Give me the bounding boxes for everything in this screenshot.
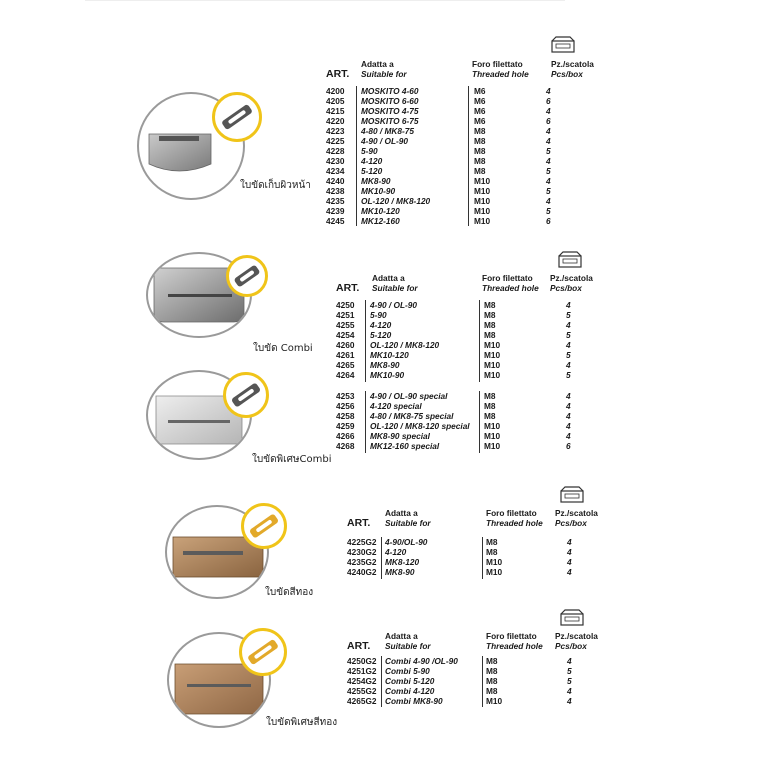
cell-hole: M6 [474,116,486,126]
cell-pcs: 4 [567,557,572,567]
cell-pcs: 4 [566,300,571,310]
cell-art: 4250 [336,300,355,310]
cell-hole: M10 [486,557,503,567]
cell-art: 4220 [326,116,345,126]
cell-art: 4235G2 [347,557,377,567]
cell-art: 4228 [326,146,345,156]
column-divider [479,300,480,382]
cell-hole: M8 [484,300,496,310]
cell-suit: MK10-90 [361,186,396,196]
gold-blade-insert-icon [242,631,284,673]
cell-pcs: 4 [566,421,571,431]
cell-pcs: 4 [546,86,551,96]
cell-pcs: 4 [567,547,572,557]
cell-pcs: 5 [546,206,551,216]
cell-hole: M8 [484,401,496,411]
cell-suit: MOSKITO 4-75 [361,106,419,116]
cell-suit: MK12-160 [361,216,400,226]
cell-art: 4245 [326,216,345,226]
section-caption: ใบขัดพิเศษCombi [252,454,332,465]
cell-hole: M8 [474,166,486,176]
cell-hole: M10 [484,370,501,380]
art-header: ART. [347,640,371,652]
column-divider [381,537,382,579]
column-divider [356,86,357,226]
adatta-label: Adatta a [385,508,418,518]
cell-hole: M8 [486,537,498,547]
cell-art: 4239 [326,206,345,216]
suitable-header [372,274,418,293]
cell-hole: M10 [474,186,491,196]
cell-hole: M8 [486,547,498,557]
cell-suit: Combi MK8-90 [385,696,443,706]
cell-hole: M10 [484,421,501,431]
cell-pcs: 5 [566,330,571,340]
cell-suit: 5-120 [361,166,383,176]
cell-suit: MK12-160 special [370,441,440,451]
pz-label: Pz./scatola [555,631,598,641]
cell-suit: MOSKITO 6-60 [361,96,419,106]
cell-art: 4251 [336,310,355,320]
gold-blade-insert-icon [244,506,284,546]
cell-pcs: 4 [546,126,551,136]
cell-suit: 5-120 [370,330,392,340]
cell-art: 4254 [336,330,355,340]
cell-suit: MK8-90 special [370,431,430,441]
cell-hole: M10 [484,431,501,441]
cell-pcs: 5 [567,666,572,676]
column-divider [479,391,480,453]
cell-suit: 5-90 [361,146,378,156]
cell-hole: M8 [484,320,496,330]
cell-suit: 4-120 [370,320,392,330]
cell-art: 4260 [336,340,355,350]
pz-label: Pz./scatola [555,508,598,518]
cell-suit: MK10-120 [361,206,400,216]
cell-art: 4225 [326,136,345,146]
threaded-header [486,509,543,528]
cell-art: 4266 [336,431,355,441]
cell-hole: M10 [484,360,501,370]
section-caption: ใบขัดสีทอง [265,587,314,598]
suitable-label: Suitable for [385,517,431,528]
foro-label: Foro filettato [486,631,537,641]
adatta-label: Adatta a [372,273,405,283]
cell-art: 4240 [326,176,345,186]
cell-hole: M10 [484,441,501,451]
threaded-label: Threaded hole [486,517,543,528]
cell-hole: M8 [484,310,496,320]
cell-hole: M10 [474,196,491,206]
box-icon [560,486,584,503]
cell-pcs: 5 [566,310,571,320]
box-icon [558,251,582,268]
cell-suit: Combi 4-120 [385,686,435,696]
cell-art: 4256 [336,401,355,411]
pcs-header [555,632,598,651]
section-caption: ใบขัดพิเศษสีทอง [266,717,338,728]
column-divider [468,86,469,226]
cell-suit: MK8-90 [385,567,415,577]
suitable-header [385,632,431,651]
cell-hole: M6 [474,96,486,106]
box-icon [560,609,584,626]
blade-insert-ring [241,503,287,549]
cell-art: 4230G2 [347,547,377,557]
cell-art: 4215 [326,106,345,116]
pz-label: Pz./scatola [550,273,593,283]
cell-hole: M10 [484,340,501,350]
cell-art: 4240G2 [347,567,377,577]
cell-art: 4255 [336,320,355,330]
threaded-header [482,274,539,293]
cell-pcs: 6 [546,96,551,106]
cell-suit: 4-90 / OL-90 special [370,391,448,401]
cell-art: 4251G2 [347,666,377,676]
cell-art: 4234 [326,166,345,176]
cell-pcs: 5 [566,350,571,360]
cell-hole: M10 [484,350,501,360]
top-divider [85,0,565,1]
section-caption: ใบขัด Combi [253,343,313,354]
cell-pcs: 4 [567,686,572,696]
cell-suit: 4-80 / MK8-75 [361,126,415,136]
blade-insert-ring [239,628,287,676]
cell-hole: M10 [474,216,491,226]
cell-suit: 4-90/OL-90 [385,537,428,547]
cell-pcs: 4 [566,431,571,441]
pcs-label: Pcs/box [555,517,587,528]
cell-suit: MK8-90 [361,176,391,186]
cell-pcs: 4 [566,411,571,421]
column-divider [482,537,483,579]
cell-suit: MK10-90 [370,370,405,380]
pcs-header [551,60,594,79]
foro-label: Foro filettato [472,59,523,69]
cell-hole: M10 [474,176,491,186]
threaded-header [472,60,529,79]
cell-pcs: 4 [567,537,572,547]
cell-art: 4265 [336,360,355,370]
cell-pcs: 5 [546,186,551,196]
cell-hole: M8 [474,136,486,146]
art-header: ART. [326,68,350,80]
cell-hole: M8 [486,666,498,676]
cell-suit: Combi 4-90 /OL-90 [385,656,458,666]
cell-art: 4223 [326,126,345,136]
cell-suit: Combi 5-90 [385,666,430,676]
pz-label: Pz./scatola [551,59,594,69]
threaded-header [486,632,543,651]
pcs-header [550,274,593,293]
cell-hole: M8 [484,391,496,401]
blade-insert-icon [226,375,266,415]
cell-art: 4264 [336,370,355,380]
suitable-label: Suitable for [372,282,418,293]
blade-insert-ring [212,92,262,142]
adatta-label: Adatta a [385,631,418,641]
cell-suit: Combi 5-120 [385,676,435,686]
column-divider [482,656,483,707]
cell-suit: MK8-120 [385,557,420,567]
cell-pcs: 4 [567,567,572,577]
cell-art: 4254G2 [347,676,377,686]
cell-pcs: 4 [567,696,572,706]
cell-pcs: 6 [566,441,571,451]
column-divider [365,300,366,382]
cell-suit: OL-120 / MK8-120 special [370,421,470,431]
cell-hole: M8 [474,156,486,166]
cell-hole: M10 [474,206,491,216]
cell-pcs: 6 [546,116,551,126]
cell-hole: M6 [474,106,486,116]
pcs-label: Pcs/box [550,282,582,293]
cell-art: 4250G2 [347,656,377,666]
cell-pcs: 4 [566,391,571,401]
adatta-label: Adatta a [361,59,394,69]
foro-label: Foro filettato [482,273,533,283]
cell-pcs: 5 [567,676,572,686]
pcs-label: Pcs/box [555,640,587,651]
blade-insert-ring [223,372,269,418]
pcs-label: Pcs/box [551,68,583,79]
cell-art: 4230 [326,156,345,166]
cell-suit: 4-120 [385,547,407,557]
cell-art: 4205 [326,96,345,106]
cell-suit: 5-90 [370,310,387,320]
cell-pcs: 5 [546,166,551,176]
cell-suit: 4-80 / MK8-75 special [370,411,454,421]
cell-art: 4225G2 [347,537,377,547]
cell-suit: MOSKITO 6-75 [361,116,419,126]
cell-suit: 4-90 / OL-90 [361,136,409,146]
cell-pcs: 4 [546,106,551,116]
cell-hole: M10 [486,567,503,577]
suitable-header [361,60,407,79]
column-divider [365,391,366,453]
threaded-label: Threaded hole [486,640,543,651]
cell-suit: MK10-120 [370,350,409,360]
threaded-label: Threaded hole [472,68,529,79]
cell-art: 4268 [336,441,355,451]
cell-pcs: 4 [567,656,572,666]
cell-pcs: 4 [566,340,571,350]
suitable-header [385,509,431,528]
blade-insert-icon [215,95,259,139]
cell-pcs: 4 [546,196,551,206]
suitable-label: Suitable for [385,640,431,651]
cell-art: 4261 [336,350,355,360]
blade-insert-icon [229,258,265,294]
pcs-header [555,509,598,528]
art-header: ART. [347,517,371,529]
section-caption: ใบขัดเก็บผิวหน้า [240,180,311,191]
cell-hole: M8 [474,146,486,156]
cell-art: 4255G2 [347,686,377,696]
blade-insert-ring [226,255,268,297]
cell-pcs: 5 [566,370,571,380]
cell-art: 4200 [326,86,345,96]
cell-suit: 4-120 [361,156,383,166]
cell-hole: M8 [486,656,498,666]
cell-pcs: 4 [546,136,551,146]
cell-suit: MK8-90 [370,360,400,370]
cell-hole: M8 [484,330,496,340]
cell-art: 4258 [336,411,355,421]
cell-pcs: 4 [566,320,571,330]
cell-suit: 4-120 special [370,401,422,411]
cell-suit: OL-120 / MK8-120 [370,340,440,350]
cell-hole: M8 [486,676,498,686]
cell-art: 4259 [336,421,355,431]
suitable-label: Suitable for [361,68,407,79]
cell-hole: M6 [474,86,486,96]
cell-art: 4253 [336,391,355,401]
box-icon [551,36,575,53]
cell-art: 4235 [326,196,345,206]
cell-suit: 4-90 / OL-90 [370,300,418,310]
cell-suit: MOSKITO 4-60 [361,86,419,96]
cell-hole: M10 [486,696,503,706]
cell-hole: M8 [474,126,486,136]
cell-pcs: 6 [546,216,551,226]
cell-art: 4238 [326,186,345,196]
cell-suit: OL-120 / MK8-120 [361,196,431,206]
foro-label: Foro filettato [486,508,537,518]
cell-pcs: 4 [566,360,571,370]
cell-hole: M8 [484,411,496,421]
cell-hole: M8 [486,686,498,696]
art-header: ART. [336,282,360,294]
cell-pcs: 4 [566,401,571,411]
cell-pcs: 4 [546,156,551,166]
column-divider [381,656,382,707]
cell-art: 4265G2 [347,696,377,706]
cell-pcs: 5 [546,146,551,156]
cell-pcs: 4 [546,176,551,186]
threaded-label: Threaded hole [482,282,539,293]
